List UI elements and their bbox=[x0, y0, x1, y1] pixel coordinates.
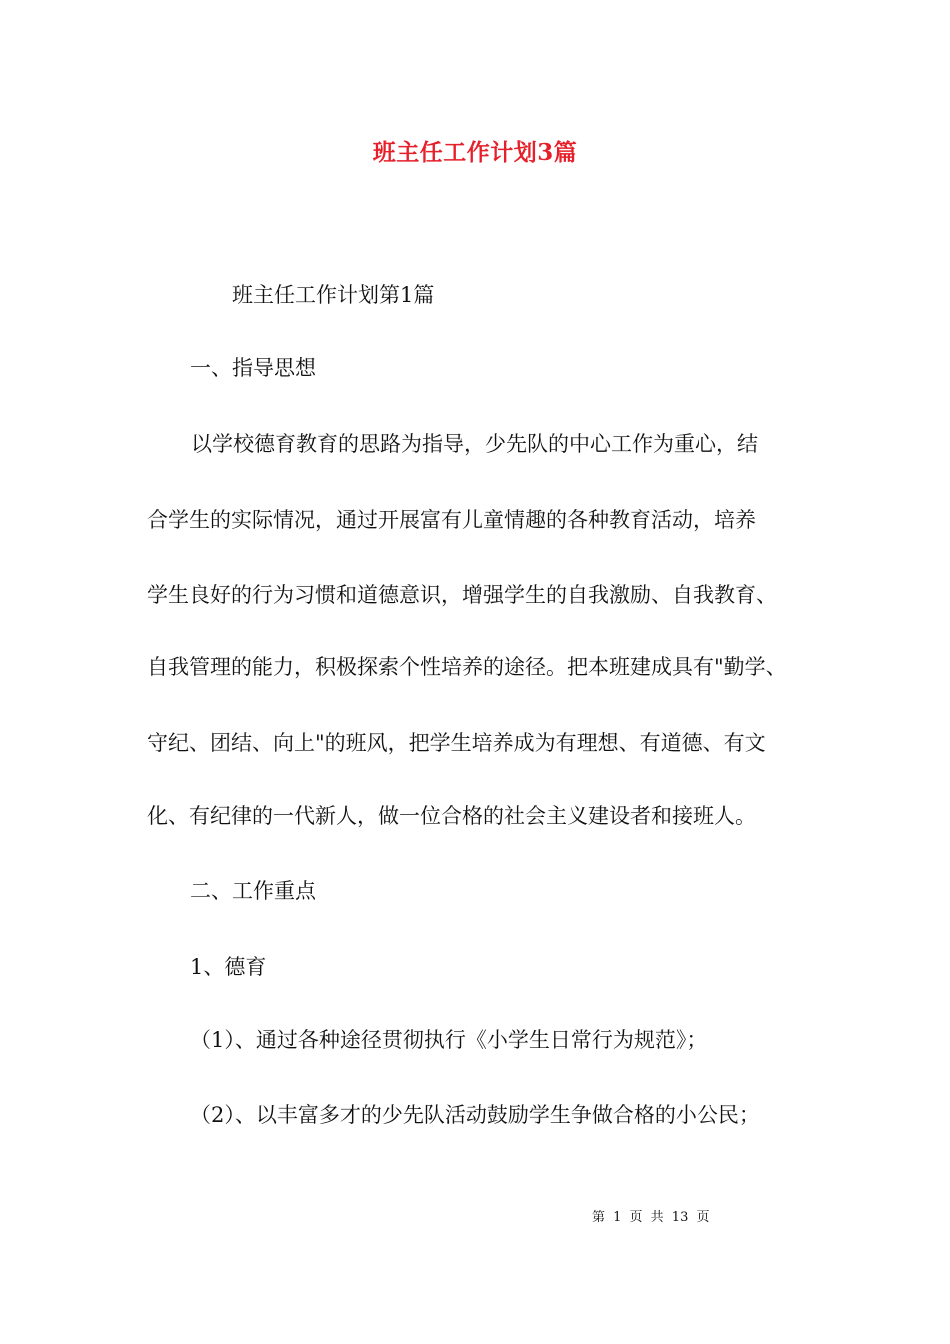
subsection-heading-moral-education: 1、德育 bbox=[190, 955, 267, 979]
subtitle: 班主任工作计划第1篇 bbox=[232, 283, 435, 307]
paragraph-line-2: 合学生的实际情况，通过开展富有儿童情趣的各种教育活动，培养 bbox=[147, 508, 756, 532]
list-item-2: （2）、以丰富多才的少先队活动鼓励学生争做合格的小公民； bbox=[190, 1103, 760, 1127]
page-number-footer: 第 1 页 共 13 页 bbox=[592, 1210, 710, 1225]
paragraph-line-5: 守纪、团结、向上"的班风，把学生培养成为有理想、有道德、有文 bbox=[147, 731, 766, 755]
section-heading-guiding-ideology: 一、指导思想 bbox=[190, 356, 316, 380]
paragraph-line-6: 化、有纪律的一代新人，做一位合格的社会主义建设者和接班人。 bbox=[147, 804, 756, 828]
list-item-1: （1）、通过各种途径贯彻执行《小学生日常行为规范》； bbox=[190, 1028, 708, 1052]
paragraph-line-3: 学生良好的行为习惯和道德意识，增强学生的自我激励、自我教育、 bbox=[147, 583, 777, 607]
paragraph-line-1: 以学校德育教育的思路为指导，少先队的中心工作为重心，结 bbox=[191, 432, 758, 456]
section-heading-work-focus: 二、工作重点 bbox=[190, 879, 316, 903]
paragraph-line-4: 自我管理的能力，积极探索个性培养的途径。把本班建成具有"勤学、 bbox=[147, 655, 787, 679]
document-title: 班主任工作计划3篇 bbox=[372, 139, 578, 166]
